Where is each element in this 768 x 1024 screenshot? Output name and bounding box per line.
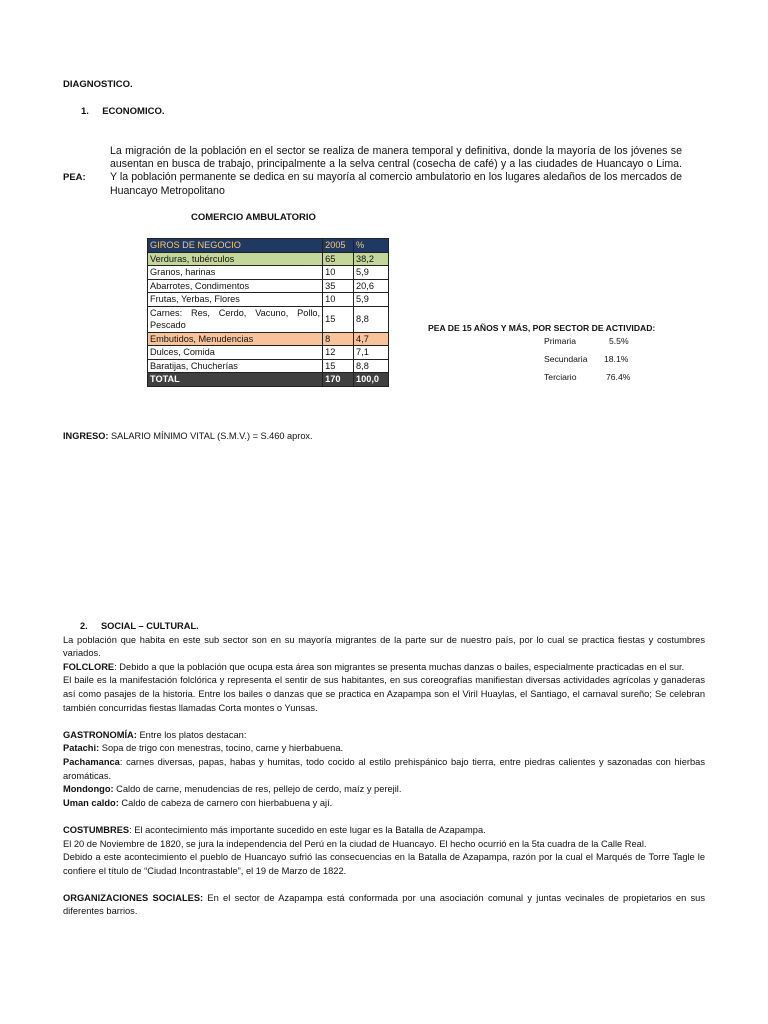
costumbres-paragraph-3: Debido a este acontecimiento el pueblo de Huancayo sufrió las consecuencias en la Batalla de Azapampa, razón por la cual el Marqués de Torre Tagle le confiere el título de “Ciudad Incontrastable”, el 19 de Marzo de 1822. [63, 852, 705, 876]
table-header-row [148, 239, 389, 253]
dish-name: Pachamanca [63, 756, 120, 767]
table-cell: Granos, harinas [148, 266, 323, 280]
folclore-text: : Debido a que la población que ocupa esta área son migrantes se presenta muchas danzas o bailes, especialmente practicadas en el sur. [114, 661, 685, 672]
dish-name: Uman caldo: [63, 797, 119, 808]
dish-desc: : carnes diversas, papas, habas y humitas, todo cocido al estilo prehispánico bajo tierra, entre piedras calientes y sazonadas con hierbas aromáticas. [63, 756, 705, 781]
sector-value: 76.4% [606, 372, 631, 382]
comercio-ambulatorio-table [147, 238, 389, 387]
table-total-row [148, 373, 389, 387]
gastronomia-label: GASTRONOMÍA: [63, 729, 137, 740]
header-cell: 2005 [323, 239, 354, 253]
organizaciones-text: En el sector de Azapampa está conformada por una asociación comunal y juntas vecinales de propietarios en sus diferentes barrios. [63, 892, 705, 917]
table-cell: 5,9 [354, 293, 389, 307]
pea-sector-title: PEA DE 15 AÑOS Y MÁS, POR SECTOR DE ACTIVIDAD: [428, 323, 656, 333]
table-cell: Verduras, tubérculos [148, 252, 323, 266]
table-cell: 65 [323, 252, 354, 266]
table-cell: TOTAL [148, 373, 323, 387]
table-cell: 35 [323, 279, 354, 293]
section-2-title: SOCIAL – CULTURAL. [100, 621, 199, 631]
sector-label: Primaria [544, 336, 576, 346]
dish-item [63, 742, 705, 756]
folclore-label: FOLCLORE [63, 661, 115, 672]
table-row [148, 293, 389, 307]
table-cell: 20,6 [354, 279, 389, 293]
dish-name: Mondongo: [63, 784, 114, 795]
document-title: DIAGNOSTICO. [63, 79, 133, 90]
table-cell: Abarrotes, Condimentos [148, 279, 323, 293]
pea-paragraph: La migración de la población en el sector se realiza de manera temporal y definitiva, donde la mayoría de los jóvenes se ausentan en busca de trabajo, principalmente a la selva central (cosecha de café) y a las ciudades de Huancayo o Lima. Y la población permanente se dedica en su mayoría al comercio ambulatorio en los lugares aledaños de los mercados de Huancayo Metropolitano [110, 145, 682, 197]
table-cell: 12 [323, 346, 354, 360]
table-title: COMERCIO AMBULATORIO [191, 212, 316, 223]
section-1-heading [81, 106, 165, 117]
gastronomia-text: Entre los platos destacan: [136, 729, 247, 740]
sector-value: 5.5% [609, 336, 629, 346]
table-cell: 8,8 [354, 359, 389, 373]
table-cell: 4,7 [354, 332, 389, 346]
ingreso-label: INGRESO: [63, 431, 109, 441]
header-cell: GIROS DE NEGOCIO [148, 239, 323, 253]
ingreso-text: SALARIO MÍNIMO VITAL (S.M.V.) = S.460 aprox. [108, 431, 313, 441]
sector-value: 18.1% [604, 354, 629, 364]
costumbres-paragraph [63, 824, 705, 838]
social-cultural-section [63, 620, 705, 919]
table-cell: 10 [323, 293, 354, 307]
table-row [148, 252, 389, 266]
organizaciones-paragraph [63, 892, 705, 919]
table-cell: 170 [323, 373, 354, 387]
dish-item [63, 783, 705, 797]
costumbres-paragraph-2: El 20 de Noviembre de 1820, se jura la independencia del Perú en la ciudad de Huancayo. El hecho ocurrió en la 5ta cuadra de la Calle Real. [63, 838, 647, 849]
sector-label: Terciario [544, 372, 577, 382]
table-cell: Frutas, Yerbas, Flores [148, 293, 323, 307]
social-intro: La población que habita en este sub sector son en su mayoría migrantes de la parte sur de nuestro país, por lo cual se practica fiestas y costumbres variados. [63, 634, 705, 659]
ingreso-line [63, 431, 313, 441]
organizaciones-label: ORGANIZACIONES SOCIALES: [63, 892, 204, 903]
costumbres-label: COSTUMBRES [63, 824, 130, 835]
dish-name: Patachi: [63, 743, 100, 754]
table-row [148, 279, 389, 293]
table-row [148, 332, 389, 346]
table-row [148, 359, 389, 373]
dish-item [63, 797, 705, 811]
table-cell: Dulces, Comida [148, 346, 323, 360]
table-cell: 38,2 [354, 252, 389, 266]
table-row [148, 306, 389, 332]
table-cell: 100,0 [354, 373, 389, 387]
table-cell: 8,8 [354, 306, 389, 332]
dish-item [63, 756, 705, 783]
table-cell: 7,1 [354, 346, 389, 360]
table-cell: 15 [323, 306, 354, 332]
table-cell: Baratijas, Chucherías [148, 359, 323, 373]
table-cell: Embutidos, Menudencias [148, 332, 323, 346]
gastronomia-paragraph [63, 729, 705, 743]
section-1-number: 1. [81, 106, 89, 117]
table-row [148, 266, 389, 280]
table-cell: 5,9 [354, 266, 389, 280]
table-cell: 15 [323, 359, 354, 373]
table-cell: 10 [323, 266, 354, 280]
section-2-number: 2. [80, 621, 88, 631]
dish-desc: Caldo de carne, menudencias de res, pellejo de cerdo, maíz y perejil. [113, 784, 402, 795]
header-cell: % [354, 239, 389, 253]
dish-desc: Sopa de trigo con menestras, tocino, carne y hierbabuena. [99, 743, 344, 754]
folclore-paragraph [63, 661, 705, 675]
dish-desc: Caldo de cabeza de carnero con hierbabuena y ají. [118, 797, 333, 808]
sector-label: Secundaria [544, 354, 588, 364]
section-2-heading [63, 620, 705, 634]
baile-paragraph: El baile es la manifestación folclórica y representa el sentir de sus habitantes, en sus coreografías manifiestan diversas actividades agrícolas y ganaderas así como pasajes de la historia. Entre los bailes o danzas que se practica en Azapampa son el Viril Huaylas, el Santiago, el carnaval sureño; Se celebran también concurridas fiestas llamadas Corta montes o Yunsas. [63, 675, 705, 713]
section-1-title: ECONOMICO. [102, 106, 165, 117]
table-cell: Carnes: Res, Cerdo, Vacuno, Pollo, Pescado [148, 306, 323, 332]
table-row [148, 346, 389, 360]
pea-label: PEA: [63, 172, 86, 183]
table-cell: 8 [323, 332, 354, 346]
costumbres-text: : El acontecimiento más importante sucedido en este lugar es la Batalla de Azapampa. [129, 824, 486, 835]
